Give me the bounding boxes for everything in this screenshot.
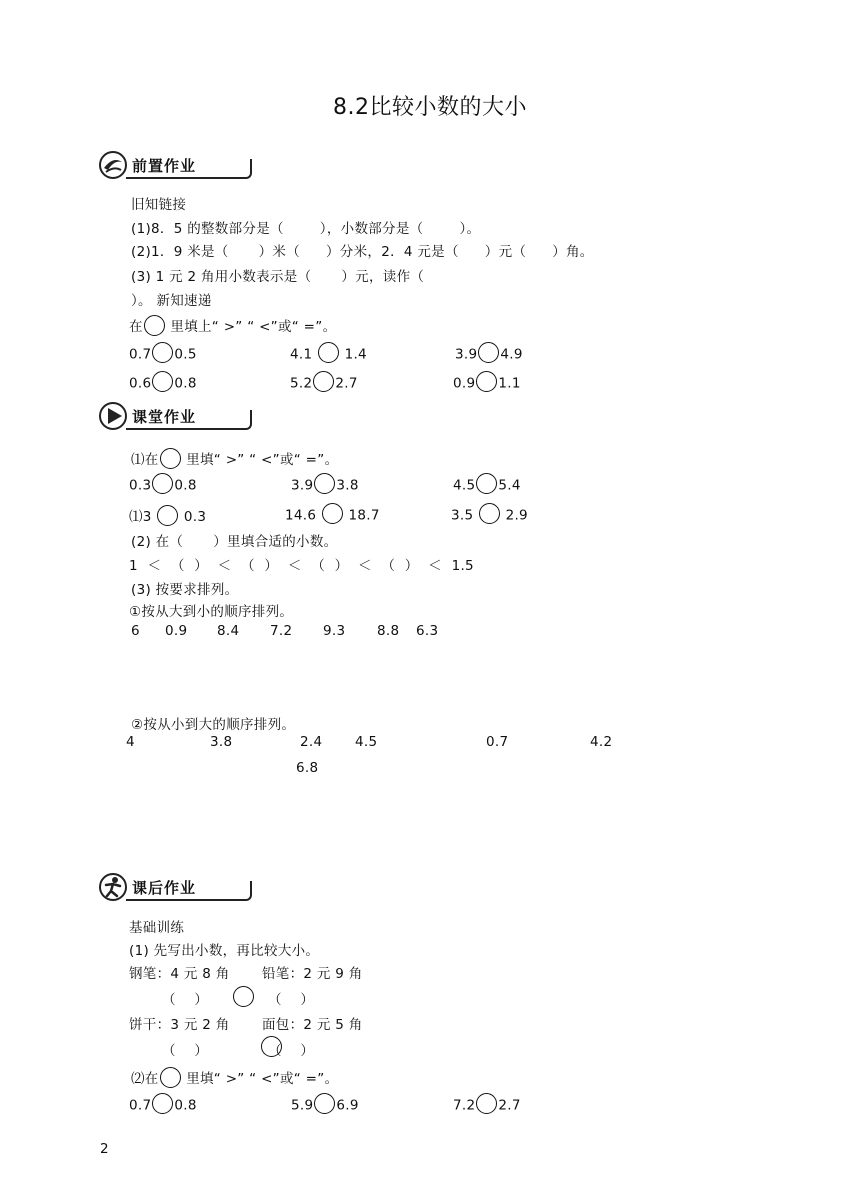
list2-item: 4.2 [590, 734, 613, 750]
swirl-icon [98, 150, 128, 180]
list1-item: 9.3 [323, 623, 346, 639]
list1-item: 8.4 [217, 623, 240, 639]
post-pen: 钢笔：4 元 8 角 [129, 966, 230, 982]
list1-item: 6.3 [416, 623, 439, 639]
compare-circle[interactable] [313, 371, 334, 392]
old-link-label: 旧知链接 [131, 197, 187, 213]
post-answer-1: （ ） [162, 992, 209, 1008]
post-basic: 基础训练 [129, 920, 185, 936]
class-compare-3: 4.5 5.4 [453, 475, 521, 496]
list1-item: 8.8 [377, 623, 400, 639]
compare-circle[interactable] [157, 505, 178, 526]
list2-item: 6.8 [296, 760, 319, 776]
class-compare-6: 3.5 2.9 [451, 505, 528, 526]
pre-q3-tail: ）。 新知速递 [131, 293, 212, 309]
pre-compare-2: 4.1 1.4 [290, 344, 367, 365]
post-biscuit: 饼干：3 元 2 角 [129, 1017, 230, 1033]
pre-q1: (1)8．5 的整数部分是（ ），小数部分是（ ）。 [131, 221, 481, 237]
post-q1: (1) 先写出小数，再比较大小。 [129, 943, 320, 959]
post-answer-2: （ ） [268, 992, 315, 1008]
class-sub1: ①按从大到小的顺序排列。 [129, 604, 294, 620]
class-compare-1: 0.3 0.8 [129, 475, 197, 496]
post-bread: 面包：2 元 5 角 [262, 1017, 363, 1033]
pre-q2: (2)1．9 米是（ ）米（ ）分米，2．4 元是（ ）元（ ）角。 [131, 244, 594, 260]
class-sub2: ②按从小到大的顺序排列。 [131, 717, 296, 733]
compare-circle[interactable] [314, 1093, 335, 1114]
post-answer-3: （ ） [162, 1043, 209, 1059]
class-compare-2: 3.9 3.8 [291, 475, 359, 496]
list2-item: 4 [126, 734, 135, 750]
post-compare-1: 0.7 0.8 [129, 1095, 197, 1116]
list2-item: 4.5 [355, 734, 378, 750]
pre-compare-3: 3.9 4.9 [455, 344, 523, 365]
class-q2: (2) 在（ ）里填合适的小数。 [131, 534, 338, 550]
post-answer-4: （ ） [268, 1043, 315, 1059]
post-compare-3: 7.2 2.7 [453, 1095, 521, 1116]
compare-circle[interactable] [478, 342, 499, 363]
list2-item: 3.8 [210, 734, 233, 750]
post-pencil: 铅笔：2 元 9 角 [262, 966, 363, 982]
pre-compare-5: 5.2 2.7 [290, 373, 358, 394]
pre-compare-6: 0.9 1.1 [453, 373, 521, 394]
list2-item: 2.4 [300, 734, 323, 750]
class-chain: 1 ＜ （ ） ＜ （ ） ＜ （ ） ＜ （ ） ＜ 1.5 [129, 558, 474, 574]
section-title-pre: 前置作业 [132, 157, 197, 175]
compare-circle[interactable] [152, 1093, 173, 1114]
pre-compare-4: 0.6 0.8 [129, 373, 197, 394]
compare-circle[interactable] [144, 315, 165, 336]
pre-compare-1: 0.7 0.5 [129, 344, 197, 365]
class-q1: ⑴在 里填“ >” “ <”或“ =”。 [131, 448, 338, 471]
compare-circle[interactable] [479, 503, 500, 524]
compare-circle[interactable] [318, 342, 339, 363]
class-compare-5: 14.6 18.7 [285, 505, 380, 526]
compare-circle[interactable] [322, 503, 343, 524]
class-q3: (3) 按要求排列。 [131, 582, 239, 598]
list2-item: 0.7 [486, 734, 509, 750]
runner-icon [98, 872, 128, 902]
compare-circle[interactable] [233, 986, 254, 1007]
compare-circle[interactable] [160, 448, 181, 469]
section-title-class: 课堂作业 [132, 408, 197, 426]
compare-circle[interactable] [476, 473, 497, 494]
pre-fill-instruction: 在 里填上“ >” “ <”或“ =”。 [129, 315, 336, 338]
play-icon [98, 401, 128, 431]
post-q2: ⑵在 里填“ >” “ <”或“ =”。 [131, 1067, 338, 1090]
compare-circle[interactable] [476, 371, 497, 392]
section-title-post: 课后作业 [132, 879, 197, 897]
compare-circle[interactable] [476, 1093, 497, 1114]
compare-circle[interactable] [152, 342, 173, 363]
compare-circle[interactable] [160, 1067, 181, 1088]
page-title: 8.2比较小数的大小 [333, 95, 527, 120]
class-compare-4: ⑴3 0.3 [129, 505, 206, 528]
page-number: 2 [100, 1141, 109, 1157]
list1-item: 7.2 [270, 623, 293, 639]
compare-circle[interactable] [314, 473, 335, 494]
list1-item: 0.9 [165, 623, 188, 639]
post-compare-2: 5.9 6.9 [291, 1095, 359, 1116]
pre-q3: (3) 1 元 2 角用小数表示是（ ）元，读作（ [131, 269, 425, 285]
compare-circle[interactable] [152, 371, 173, 392]
list1-item: 6 [131, 623, 140, 639]
compare-circle[interactable] [152, 473, 173, 494]
